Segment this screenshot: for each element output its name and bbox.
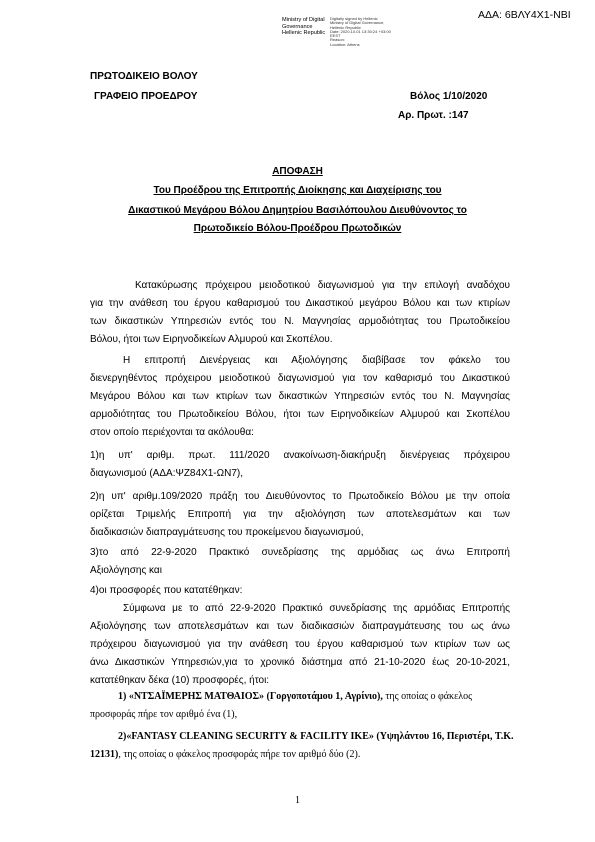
decision-subtitle-line-3: Πρωτοδικείο Βόλου-Προέδρου Πρωτοδικών xyxy=(193,223,402,234)
offer-1-text: της οποίας ο φάκελος xyxy=(382,691,473,702)
decision-subtitle-line-2: Δικαστικού Μεγάρου Βόλου Δημητρίου Βασιλόπουλου Διευθύνοντος το xyxy=(128,205,467,216)
paragraph-1: Κατακύρωσης πρόχειρου μειοδοτικού διαγωνισμού για την επιλογή αναδόχου για την ανάθεση του έργου καθαρισμού του Δικαστικού μεγάρου Βόλου και των κτιρίων των δικαστικών Υπηρεσιών εντός του Ν. Μαγνησίας αρμοδιότητας του Πρωτοδικείου Βόλου, ήτοι των Ειρηνοδικείων Αλμυρού και Σκοπέλου. xyxy=(90,280,510,345)
protocol-number: Αρ. Πρωτ. :147 xyxy=(398,110,469,121)
page-number: 1 xyxy=(295,795,300,806)
decision-subtitle-line-1: Του Προέδρου της Επιτροπής Διοίκησης και Διαχείρισης του xyxy=(153,185,442,196)
decision-title: ΑΠΟΦΑΣΗ xyxy=(272,166,323,177)
paragraph-3: Σύμφωνα με το από 22-9-2020 Πρακτικό συνεδρίασης της αρμόδιας Επιτροπής Αξιολόγησης των αποτελεσμάτων και των διαδικασιών διαπραγμάτευσης του ως άνω πρόχειρου διαγωνισμού για την ανάθεση του έργου καθαρισμού των κτιρίων των ως άνω Δικαστικών Υπηρεσιών,για το χρονικό διάστημα από 21-10-2020 έως 20-10-2021, κατατέθηκαν δέκα (10) προσφορές, ήτοι: xyxy=(90,603,510,686)
digital-signature-details: Digitally signed by Hellenic Ministry of Digital Governance, Hellenic Republic Date: 2020.10.01 13:30:24 +03:00 EEST Reason: Location: Athens xyxy=(330,16,391,47)
offer-2-text: , της οποίας ο φάκελος προσφοράς πήρε τον αριθμό δύο (2). xyxy=(118,749,361,760)
offer-1: 1) «ΝΤΣΑΪΜΕΡΗΣ ΜΑΤΘΑΙΟΣ» (Γοργοποτάμου 1, Αγρίνιο), της οποίας ο φάκελος προσφοράς πήρε τον αριθμό ένα (1), xyxy=(90,691,473,720)
court-name: ΠΡΩΤΟΔΙΚΕΙΟ ΒΟΛΟΥ xyxy=(90,71,198,82)
offer-1-bidder: 1) «ΝΤΣΑΪΜΕΡΗΣ ΜΑΤΘΑΙΟΣ» (Γοργοποτάμου 1, Αγρίνιο), xyxy=(118,691,383,702)
offer-2 xyxy=(90,731,514,771)
list-item-1: 1)η υπ' αριθμ. πρωτ. 111/2020 ανακοίνωση-διακήρυξη διενέργειας πρόχειρου διαγωνισμού (ΑΔΑ:ΨΖ84Χ1-ΩΝ7), xyxy=(90,450,510,479)
offer-2-postcode: 12131) xyxy=(90,749,119,760)
office-name: ΓΡΑΦΕΙΟ ΠΡΟΕΔΡΟΥ xyxy=(94,91,198,102)
list-item-2: 2)η υπ' αριθμ.109/2020 πράξη του Διευθύνοντος το Πρωτοδικείο Βόλου με την οποία ορίζεται Τριμελής Επιτροπή για την αξιολόγηση των αποτελεσμάτων και των διαδικασιών διαπραγμάτευσης του προκείμενου διαγωνισμού, xyxy=(90,491,510,538)
list-item-3: 3)το από 22-9-2020 Πρακτικό συνεδρίασης της αρμόδιας ως άνω Επιτροπή Αξιολόγησης και xyxy=(90,547,510,576)
offer-2-bidder: 2)«FANTASY CLEANING SECURITY & FACILITY IKE» (Υψηλάντου 16, Περιστέρι, Τ.Κ. xyxy=(118,731,514,742)
ada-code: ΑΔΑ: 6ΒΛΥ4Χ1-ΝΒΙ xyxy=(478,9,571,21)
list-item-4: 4)οι προσφορές που κατατέθηκαν: xyxy=(90,585,243,596)
paragraph-2: Η επιτροπή Διενέργειας και Αξιολόγησης διαβίβασε τον φάκελο του διενεργηθέντος πρόχειρου μειοδοτικού διαγωνισμού για τον καθαρισμό του Δικαστικού Μεγάρου Βόλου και των κτιρίων των δικαστικών Υπηρεσιών εντός του Ν. Μαγνησίας αρμοδιότητας του Πρωτοδικείου Βόλου, ήτοι των Ειρηνοδικείων Αλμυρού και Σκοπέλου στον οποίο περιέχονται τα ακόλουθα: xyxy=(90,355,510,438)
place-date: Βόλος 1/10/2020 xyxy=(410,91,488,102)
digital-signature-stamp: Ministry of Digital Governance Hellenic Republic xyxy=(282,17,326,37)
